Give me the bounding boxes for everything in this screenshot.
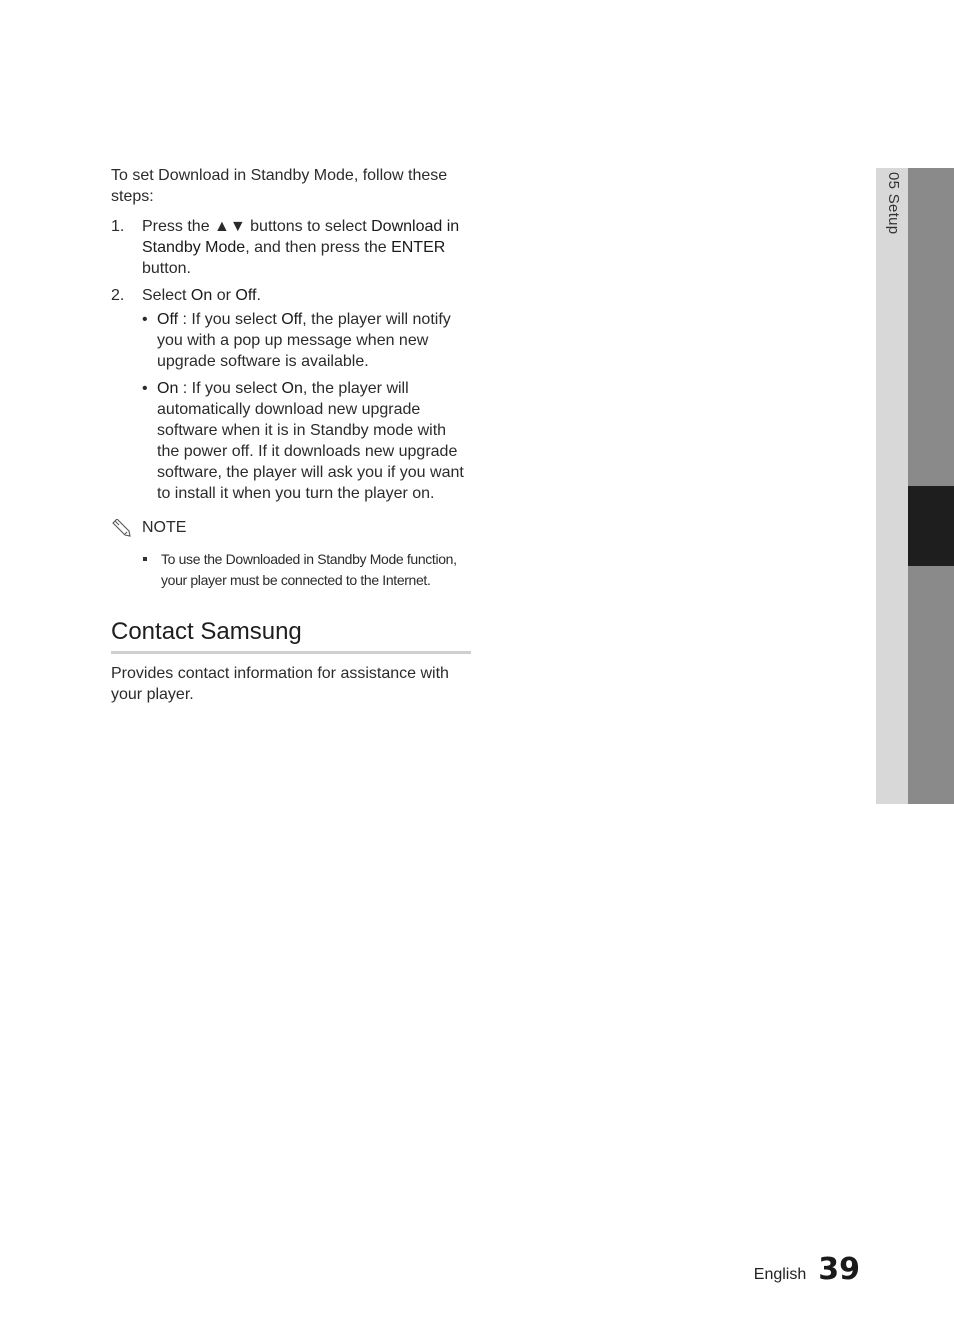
option-off-description bbox=[142, 309, 471, 372]
button-name: ENTER bbox=[391, 239, 446, 256]
step-number: 1. bbox=[111, 218, 125, 235]
option-text: , the player will notify you with a pop up message when new upgrade software is available. bbox=[157, 311, 451, 370]
note-label: NOTE bbox=[142, 519, 187, 536]
intro-text: To set Download in Standby Mode, follow these steps: bbox=[111, 167, 448, 205]
step-text: Select bbox=[142, 287, 191, 304]
option-name: On bbox=[157, 380, 179, 397]
bullet: • bbox=[142, 311, 148, 328]
option-name: Off bbox=[157, 311, 179, 328]
option-on: On bbox=[190, 287, 213, 304]
side-tab-label bbox=[878, 172, 904, 272]
chapter-label: 05 Setup bbox=[885, 172, 902, 235]
note-item bbox=[111, 549, 471, 591]
option-off: Off bbox=[235, 287, 257, 304]
option-text: : If you select bbox=[178, 311, 282, 328]
option-on-description bbox=[142, 378, 471, 504]
note-heading bbox=[111, 517, 471, 538]
step-text: . bbox=[256, 287, 261, 304]
section-title: Contact Samsung bbox=[111, 617, 471, 654]
step-2 bbox=[111, 285, 471, 504]
step-text: or bbox=[212, 287, 236, 304]
step-number: 2. bbox=[111, 287, 125, 304]
option-name: Off bbox=[281, 311, 303, 328]
note-text: To use the Downloaded in Standby Mode function, your player must be connected to the Internet. bbox=[161, 551, 457, 588]
page-number: 39 bbox=[818, 1252, 860, 1287]
option-text: , the player will automatically download new upgrade software when it is in Standby mode with the power off. If it downloads new upgrade software, the player will ask you if you want to install it when you turn the player on. bbox=[157, 380, 464, 502]
square-bullet bbox=[143, 557, 147, 561]
step-text: , and then press the bbox=[245, 239, 392, 256]
menu-item-name: Download in Standby Mode bbox=[142, 218, 460, 256]
step-1 bbox=[111, 216, 471, 279]
option-text: : If you select bbox=[178, 380, 282, 397]
step-text: Press the ▲▼ buttons to select bbox=[142, 218, 372, 235]
bullet: • bbox=[142, 380, 148, 397]
pencil-icon bbox=[111, 519, 133, 537]
section-description: Provides contact information for assistance with your player. bbox=[111, 665, 449, 703]
option-name: On bbox=[281, 380, 303, 397]
main-column bbox=[111, 165, 471, 721]
page-footer bbox=[754, 1252, 860, 1287]
side-tab-active-marker bbox=[908, 486, 954, 566]
step-text: button. bbox=[142, 260, 191, 277]
language-label: English bbox=[753, 1266, 807, 1283]
